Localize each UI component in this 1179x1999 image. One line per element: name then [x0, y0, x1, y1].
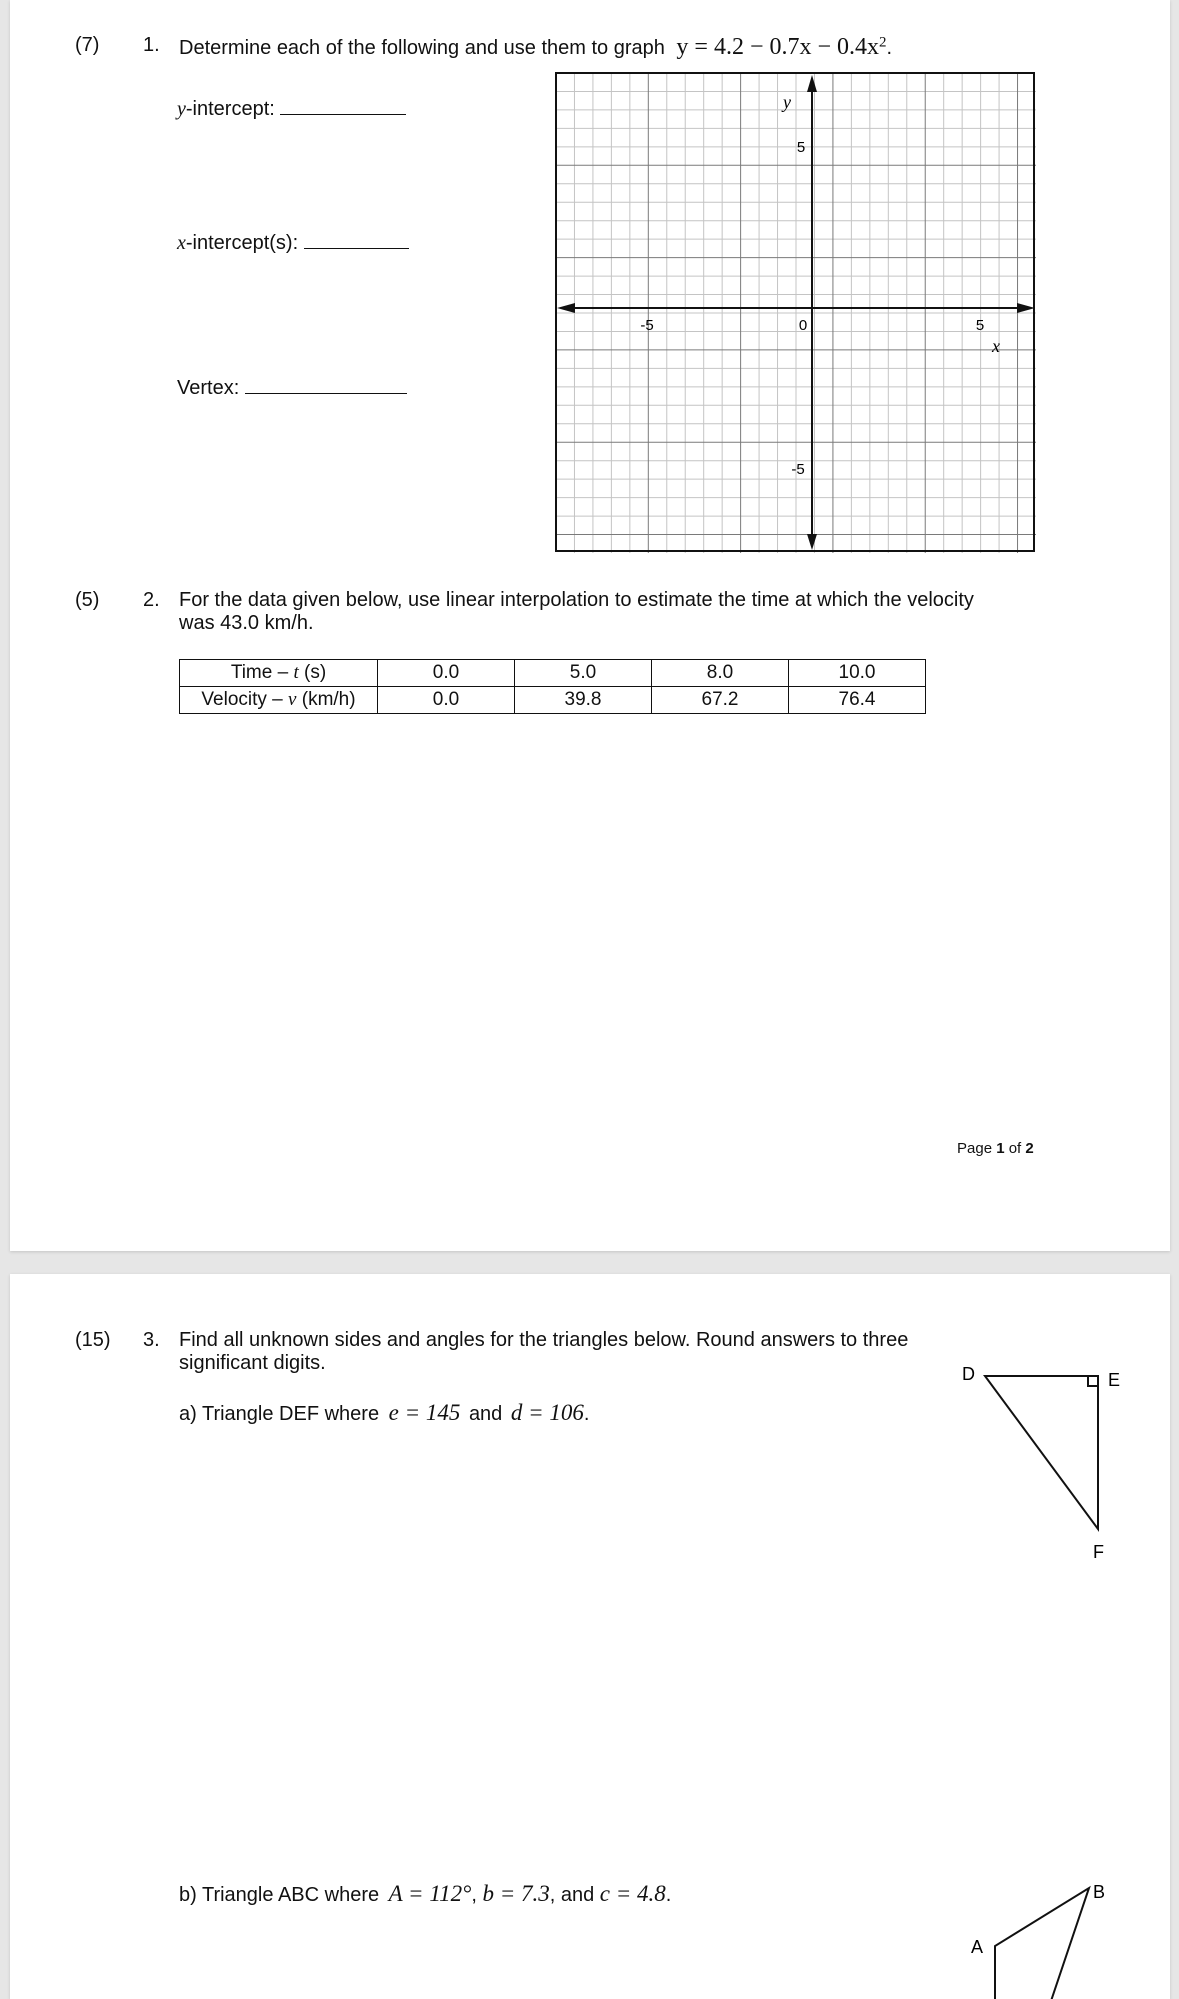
x-axis-label: x [992, 336, 1000, 356]
q2-points: (5) [75, 589, 100, 611]
time-header-cell [180, 660, 378, 687]
q3-points: (15) [75, 1329, 111, 1351]
x-tick-label-5: 5 [975, 317, 985, 334]
vertex-label-d: D [962, 1364, 975, 1384]
time-header-var: t [293, 662, 299, 683]
part-b-b-value: b = 7.3 [482, 1881, 550, 1906]
time-cell: 8.0 [652, 660, 789, 687]
q2-number: 2. [143, 589, 160, 611]
x-tick-label-neg5: -5 [640, 317, 654, 334]
y-axis-down-arrow [807, 534, 817, 550]
vertex-label-f: F [1093, 1542, 1104, 1562]
origin-label: 0 [798, 317, 808, 334]
velocity-header-text: Velocity – [201, 689, 289, 710]
vertex-label-b: B [1093, 1882, 1106, 1902]
q1-prompt-text: Determine each of the following and use them to graph [179, 37, 665, 59]
x-intercepts-var: x [177, 232, 186, 254]
velocity-header-var: v [288, 689, 297, 710]
time-cell: 10.0 [789, 660, 926, 687]
q3-prompt-line2: significant digits. [179, 1352, 326, 1374]
q2-prompt-line2: was 43.0 km/h. [179, 612, 314, 634]
part-b-angle-a: A = 112° [388, 1881, 472, 1906]
q1-points: (7) [75, 34, 100, 56]
y-intercept-answer-field[interactable] [280, 94, 406, 115]
part-a-text: a) Triangle DEF where [179, 1403, 380, 1425]
velocity-cell: 0.0 [378, 687, 515, 714]
table-row [180, 660, 926, 687]
page-number-of: of [1004, 1140, 1026, 1157]
time-header-text: Time – [230, 662, 294, 683]
y-intercept-var: y [177, 98, 186, 120]
part-a-period: . [583, 1403, 590, 1425]
vertex-line [177, 373, 407, 400]
velocity-cell: 76.4 [789, 687, 926, 714]
vertex-answer-field[interactable] [245, 373, 407, 394]
y-intercept-label: -intercept: [185, 98, 275, 120]
q1-number: 1. [143, 34, 160, 56]
x-intercepts-label: -intercept(s): [185, 232, 299, 254]
y-tick-label-5: 5 [796, 139, 806, 156]
q3-number: 3. [143, 1329, 160, 1351]
page-number-total: 2 [1025, 1140, 1034, 1157]
page-number [957, 1140, 1034, 1157]
velocity-header-unit: (km/h) [296, 689, 356, 710]
x-intercepts-line [177, 228, 409, 255]
q2-prompt-line1: For the data given below, use linear interpolation to estimate the time at which the velocity [179, 589, 974, 611]
triangle-abc [995, 1888, 1089, 1999]
page-number-current: 1 [996, 1140, 1005, 1157]
q3-part-a [179, 1400, 589, 1426]
part-a-and: and [468, 1403, 503, 1425]
part-b-and: , and [549, 1884, 595, 1906]
page-number-prefix: Page [957, 1140, 997, 1157]
q3-part-b [179, 1881, 671, 1907]
triangle-abc-diagram [970, 1874, 1110, 1999]
vertex-label: Vertex: [177, 377, 240, 399]
x-intercepts-answer-field[interactable] [304, 228, 409, 249]
velocity-header-cell [180, 687, 378, 714]
triangle-def-diagram [950, 1364, 1150, 1574]
y-axis-up-arrow [807, 75, 817, 92]
q1-prompt [179, 34, 892, 61]
velocity-time-table [179, 659, 926, 714]
q3-prompt-line1: Find all unknown sides and angles for the triangles below. Round answers to three [179, 1329, 909, 1351]
vertex-label-a: A [971, 1937, 984, 1957]
table-row [180, 687, 926, 714]
worksheet-page-2 [10, 1274, 1170, 1999]
velocity-cell: 39.8 [515, 687, 652, 714]
x-axis-left-arrow [557, 303, 575, 313]
y-axis-label: y [783, 92, 791, 112]
y-tick-label-neg5: -5 [791, 461, 805, 478]
vertex-label-e: E [1108, 1370, 1121, 1390]
q1-exponent: 2 [879, 34, 887, 51]
right-angle-marker [1088, 1376, 1098, 1386]
part-a-d-value: d = 106 [510, 1400, 584, 1425]
part-b-comma: , [471, 1884, 477, 1906]
triangle-def [985, 1376, 1098, 1529]
time-cell: 0.0 [378, 660, 515, 687]
part-b-c-value: c = 4.8 [599, 1881, 666, 1906]
q1-period: . [886, 37, 893, 59]
time-header-unit: (s) [298, 662, 327, 683]
y-intercept-line [177, 94, 406, 121]
part-b-period: . [665, 1884, 672, 1906]
coordinate-grid[interactable] [555, 72, 1037, 554]
time-cell: 5.0 [515, 660, 652, 687]
part-a-e-value: e = 145 [388, 1400, 461, 1425]
velocity-cell: 67.2 [652, 687, 789, 714]
x-axis-right-arrow [1017, 303, 1035, 313]
part-b-text: b) Triangle ABC where [179, 1884, 380, 1906]
q1-equation: y = 4.2 − 0.7x − 0.4x [676, 34, 880, 60]
worksheet-page-1 [10, 0, 1170, 1251]
